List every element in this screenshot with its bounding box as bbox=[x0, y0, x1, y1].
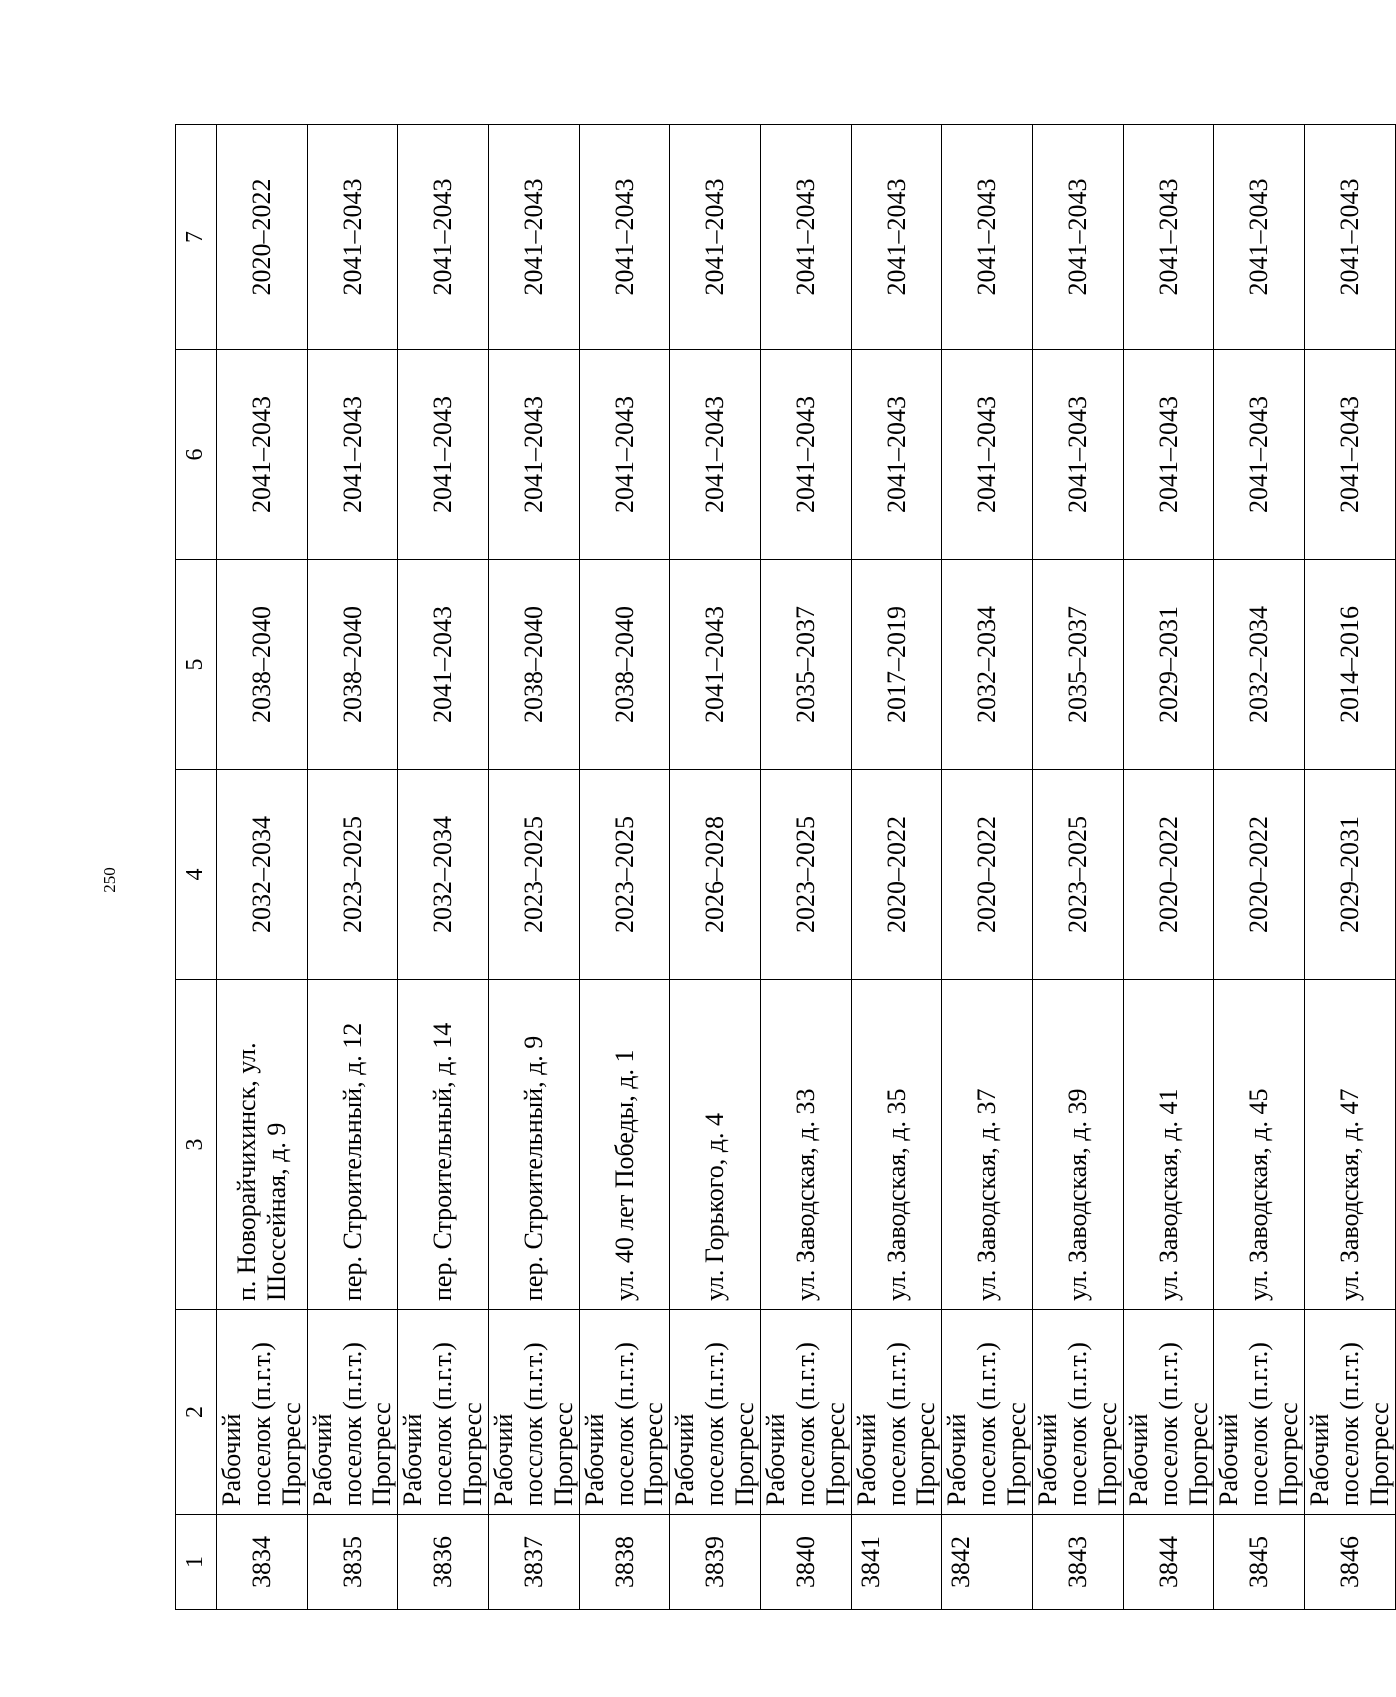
row-number: 3835 bbox=[307, 1515, 398, 1610]
period-cell-col7: 2041–2043 bbox=[1033, 125, 1124, 350]
period-cell-col4: 2020–2022 bbox=[1123, 770, 1214, 980]
period-cell-col6: 2041–2043 bbox=[1033, 350, 1124, 560]
row-number: 3846 bbox=[1305, 1515, 1396, 1610]
period-cell-col6: 2041–2043 bbox=[579, 350, 670, 560]
period-cell-col5: 2014–2016 bbox=[1305, 560, 1396, 770]
row-number: 3839 bbox=[670, 1515, 761, 1610]
period-cell-col5: 2038–2040 bbox=[217, 560, 308, 770]
table-row bbox=[1305, 125, 1396, 1610]
period-cell-col6: 2041–2043 bbox=[217, 350, 308, 560]
settlement-cell: Рабочий поселок (п.г.т.) Прогресс bbox=[851, 1310, 942, 1515]
period-cell-col5: 2038–2040 bbox=[489, 560, 580, 770]
period-cell-col4: 2023–2025 bbox=[579, 770, 670, 980]
address-cell: ул. Заводская, д. 33 bbox=[761, 980, 852, 1310]
period-cell-col7: 2041–2043 bbox=[761, 125, 852, 350]
period-cell-col6: 2041–2043 bbox=[761, 350, 852, 560]
period-cell-col5: 2041–2043 bbox=[670, 560, 761, 770]
column-header: 7 bbox=[176, 125, 217, 350]
column-header: 5 bbox=[176, 560, 217, 770]
period-cell-col5: 2038–2040 bbox=[579, 560, 670, 770]
rotated-table-wrapper bbox=[175, 125, 1394, 1610]
period-cell-col7: 2020–2022 bbox=[217, 125, 308, 350]
period-cell-col4: 2029–2031 bbox=[1305, 770, 1396, 980]
row-number: 3834 bbox=[217, 1515, 308, 1610]
period-cell-col6: 2041–2043 bbox=[670, 350, 761, 560]
settlement-cell: Рабочий поселок (п.г.т.) Прогресс bbox=[1033, 1310, 1124, 1515]
settlement-cell: Рабочий поселок (п.г.т.) Прогресс bbox=[1305, 1310, 1396, 1515]
row-number: 3844 bbox=[1123, 1515, 1214, 1610]
address-cell: пер. Строительный, д. 14 bbox=[398, 980, 489, 1310]
period-cell-col4: 2020–2022 bbox=[851, 770, 942, 980]
row-number: 3840 bbox=[761, 1515, 852, 1610]
address-cell: ул. 40 лет Победы, д. 1 bbox=[579, 980, 670, 1310]
address-cell: ул. Горького, д. 4 bbox=[670, 980, 761, 1310]
period-cell-col5: 2035–2037 bbox=[1033, 560, 1124, 770]
period-cell-col4: 2020–2022 bbox=[1214, 770, 1305, 980]
period-cell-col5: 2038–2040 bbox=[307, 560, 398, 770]
period-cell-col7: 2041–2043 bbox=[851, 125, 942, 350]
period-cell-col4: 2032–2034 bbox=[398, 770, 489, 980]
address-cell: ул. Заводская, д. 47 bbox=[1305, 980, 1396, 1310]
settlement-cell: Рабочий поселок (п.г.т.) Прогресс bbox=[217, 1310, 308, 1515]
row-number: 3845 bbox=[1214, 1515, 1305, 1610]
table-row bbox=[307, 125, 398, 1610]
settlement-cell: Рабочий поселок (п.г.т.) Прогресс bbox=[942, 1310, 1033, 1515]
row-number: 3836 bbox=[398, 1515, 489, 1610]
period-cell-col7: 2041–2043 bbox=[307, 125, 398, 350]
table-row bbox=[942, 125, 1033, 1610]
settlement-cell: Рабочий поселок (п.г.т.) Прогресс bbox=[1123, 1310, 1214, 1515]
table-row bbox=[761, 125, 852, 1610]
period-cell-col4: 2020–2022 bbox=[942, 770, 1033, 980]
period-cell-col4: 2032–2034 bbox=[217, 770, 308, 980]
period-cell-col6: 2041–2043 bbox=[851, 350, 942, 560]
settlement-cell: Рабочий посслок (п.г.т.) Прогресс bbox=[489, 1310, 580, 1515]
period-cell-col7: 2041–2043 bbox=[1123, 125, 1214, 350]
row-number: 3843 bbox=[1033, 1515, 1124, 1610]
table-row bbox=[1033, 125, 1124, 1610]
period-cell-col5: 2029–2031 bbox=[1123, 560, 1214, 770]
period-cell-col5: 2035–2037 bbox=[761, 560, 852, 770]
row-number: 3837 bbox=[489, 1515, 580, 1610]
row-number: 3842 bbox=[942, 1515, 1033, 1610]
period-cell-col4: 2026–2028 bbox=[670, 770, 761, 980]
settlement-cell: Рабочий поселок (п.г.т.) Прогресс bbox=[1214, 1310, 1305, 1515]
header-row bbox=[176, 125, 217, 1610]
address-cell: ул. Заводская, д. 45 bbox=[1214, 980, 1305, 1310]
column-header: 3 bbox=[176, 980, 217, 1310]
settlement-cell: Рабочий поселок (п.г.т.) Прогресс bbox=[579, 1310, 670, 1515]
column-header: 1 bbox=[176, 1515, 217, 1610]
period-cell-col7: 2041–2043 bbox=[670, 125, 761, 350]
period-cell-col4: 2023–2025 bbox=[489, 770, 580, 980]
table-row bbox=[851, 125, 942, 1610]
address-cell: ул. Заводская, д. 39 bbox=[1033, 980, 1124, 1310]
period-cell-col7: 2041–2043 bbox=[1305, 125, 1396, 350]
address-cell: пер. Строительный, д. 12 bbox=[307, 980, 398, 1310]
settlement-cell: Рабочий поселок (п.г.т.) Прогресс bbox=[307, 1310, 398, 1515]
period-cell-col4: 2023–2025 bbox=[761, 770, 852, 980]
period-cell-col4: 2023–2025 bbox=[307, 770, 398, 980]
period-cell-col6: 2041–2043 bbox=[1123, 350, 1214, 560]
address-cell: пер. Строительный, д. 9 bbox=[489, 980, 580, 1310]
address-cell: ул. Заводская, д. 35 bbox=[851, 980, 942, 1310]
period-cell-col7: 2041–2043 bbox=[398, 125, 489, 350]
address-cell: п. Новорайчихинск, ул. Шоссейная, д. 9 bbox=[217, 980, 308, 1310]
period-cell-col5: 2017–2019 bbox=[851, 560, 942, 770]
address-cell: ул. Заводская, д. 41 bbox=[1123, 980, 1214, 1310]
table-row bbox=[398, 125, 489, 1610]
period-cell-col5: 2032–2034 bbox=[942, 560, 1033, 770]
period-cell-col7: 2041–2043 bbox=[579, 125, 670, 350]
period-cell-col6: 2041–2043 bbox=[398, 350, 489, 560]
period-cell-col6: 2041–2043 bbox=[942, 350, 1033, 560]
table-row bbox=[1123, 125, 1214, 1610]
column-header: 4 bbox=[176, 770, 217, 980]
table-row bbox=[579, 125, 670, 1610]
settlement-cell: Рабочий поселок (п.г.т.) Прогресс bbox=[670, 1310, 761, 1515]
period-cell-col6: 2041–2043 bbox=[1305, 350, 1396, 560]
column-header: 2 bbox=[176, 1310, 217, 1515]
column-header: 6 bbox=[176, 350, 217, 560]
table-row bbox=[489, 125, 580, 1610]
row-number: 3841 bbox=[851, 1515, 942, 1610]
page-number: 250 bbox=[100, 867, 119, 893]
period-cell-col6: 2041–2043 bbox=[1214, 350, 1305, 560]
period-cell-col6: 2041–2043 bbox=[489, 350, 580, 560]
period-cell-col7: 2041–2043 bbox=[1214, 125, 1305, 350]
housing-repair-schedule-table bbox=[175, 124, 1396, 1610]
period-cell-col7: 2041–2043 bbox=[489, 125, 580, 350]
table-row bbox=[670, 125, 761, 1610]
settlement-cell: Рабочий поселок (п.г.т.) Прогресс bbox=[761, 1310, 852, 1515]
table-row bbox=[217, 125, 308, 1610]
period-cell-col5: 2032–2034 bbox=[1214, 560, 1305, 770]
period-cell-col7: 2041–2043 bbox=[942, 125, 1033, 350]
period-cell-col5: 2041–2043 bbox=[398, 560, 489, 770]
settlement-cell: Рабочий поселок (п.г.т.) Прогресс bbox=[398, 1310, 489, 1515]
period-cell-col6: 2041–2043 bbox=[307, 350, 398, 560]
period-cell-col4: 2023–2025 bbox=[1033, 770, 1124, 980]
address-cell: ул. Заводская, д. 37 bbox=[942, 980, 1033, 1310]
table-row bbox=[1214, 125, 1305, 1610]
row-number: 3838 bbox=[579, 1515, 670, 1610]
